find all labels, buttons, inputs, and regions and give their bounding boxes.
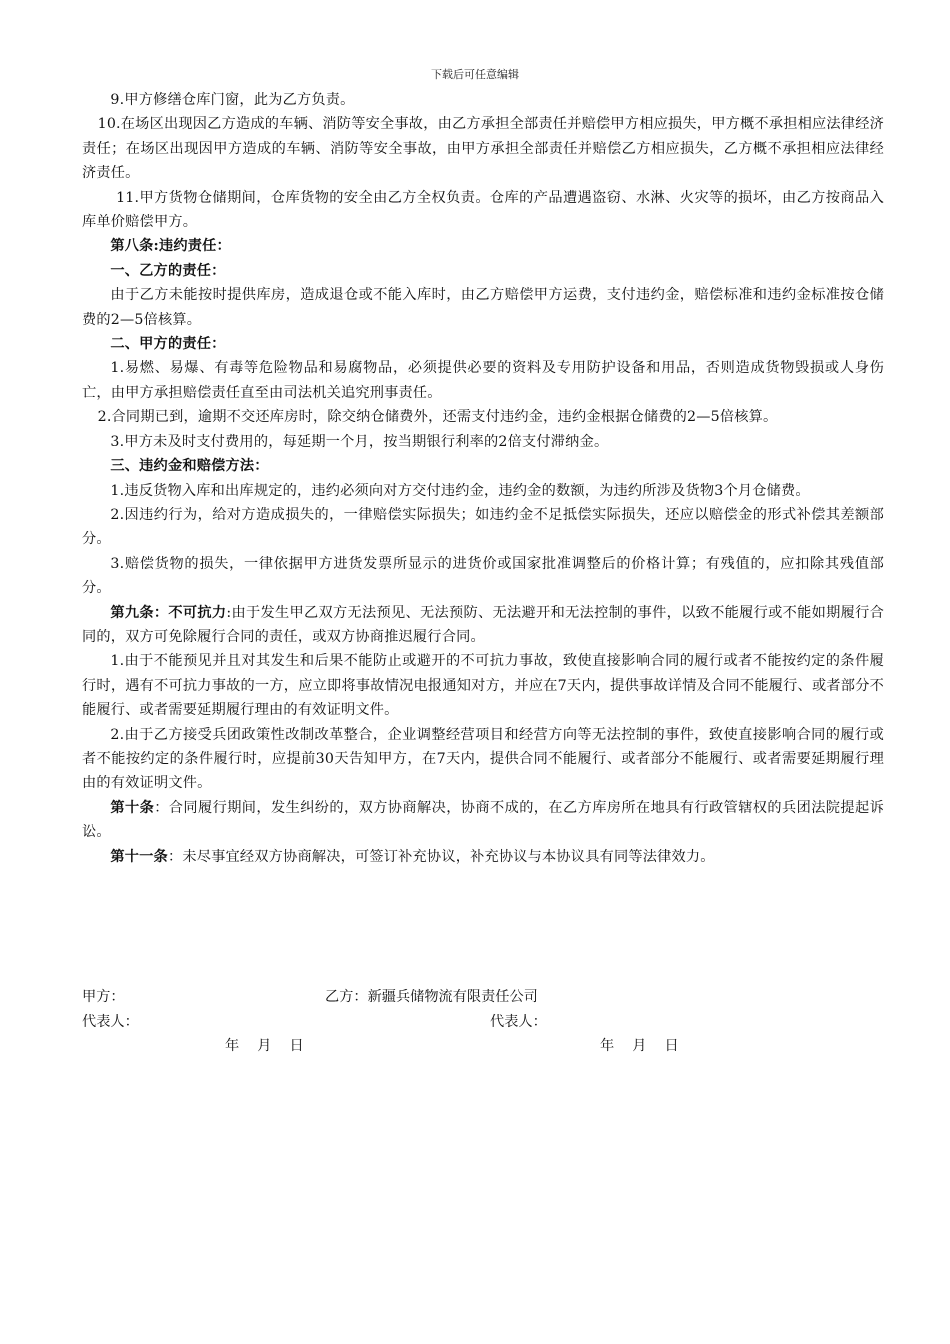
clause-paragraph: 1.由于不能预见并且对其发生和后果不能防止或避开的不可抗力事故，致使直接影响合同的履行或者不能按约定的条件履行时，遇有不可抗力事故的一方，应立即将事故情况电报通知对方，并应在7天内，提供事故详情及合同不能履行、或者部分不能履行、或者需要延期履行理由的有效证明文件。 (82, 653, 884, 719)
section-heading: 一、乙方的责任： (110, 262, 226, 279)
article-title: 第十一条 (110, 848, 168, 865)
date-b: 年 月 日 (600, 1038, 679, 1054)
page-header: 下载后可任意编辑 (431, 68, 519, 81)
rep-b-label: 代表人： (490, 1014, 547, 1030)
clause-paragraph: 2.由于乙方接受兵团政策性改制改革整合，企业调整经营项目和经营方向等无法控制的事件，致使直接影响合同的履行或者不能按约定的条件履行时，应提前30天告知甲方，在7天内，提供合同不能履行、或者部分不能履行、或者需要延期履行理由的有效证明文件。 (82, 726, 884, 792)
article-paragraph (82, 845, 884, 869)
clause-paragraph: 1.违反货物入库和出库规定的，违约必须向对方交付违约金，违约金的数额，为违约所涉及货物3个月仓储费。 (110, 482, 810, 499)
article-paragraph (82, 601, 884, 650)
clause-paragraph: 1.易燃、易爆、有毒等危险物品和易腐物品，必须提供必要的资料及专用防护设备和用品，否则造成货物毁损或人身伤亡，由甲方承担赔偿责任直至由司法机关追究刑事责任。 (82, 360, 884, 401)
clause-paragraph: 2.因违约行为，给对方造成损失的，一律赔偿实际损失；如违约金不足抵偿实际损失，还应以赔偿金的形式补偿其差额部分。 (82, 506, 884, 548)
party-b-label: 乙方：新疆兵储物流有限责任公司 (325, 989, 538, 1005)
article-text: ：合同履行期间，发生纠纷的，双方协商解决，协商不成的，在乙方库房所在地具有行政管辖权的兵团法院提起诉讼。 (82, 799, 884, 841)
article-title: 第十条 (110, 799, 155, 816)
rep-a-label: 代表人： (82, 1014, 139, 1030)
clause-paragraph: 3.赔偿货物的损失，一律依据甲方进货发票所显示的进货价或国家批准调整后的价格计算；有残值的，应扣除其残值部分。 (82, 555, 884, 597)
article-paragraph (82, 796, 884, 845)
party-a-label: 甲方： (82, 989, 125, 1005)
section-heading: 三、违约金和赔偿方法： (110, 458, 269, 475)
contract-body (82, 88, 884, 869)
article-title: 第九条：不可抗力 (110, 604, 227, 621)
article-text: ：未尽事宜经双方协商解决，可签订补充协议，补充协议与本协议具有同等法律效力。 (167, 848, 715, 865)
clause-paragraph: 9.甲方修缮仓库门窗，此为乙方负责。 (110, 92, 355, 108)
clause-paragraph: 10.在场区出现因乙方造成的车辆、消防等安全事故，由乙方承担全部责任并赔偿甲方相应损失，甲方概不承担相应法律经济责任；在场区出现因甲方造成的车辆、消防等安全事故，由甲方承担全部责任并赔偿乙方相应损失，乙方概不承担相应法律经济责任。 (82, 116, 884, 182)
clause-paragraph: 2.合同期已到，逾期不交还库房时，除交纳仓储费外，还需支付违约金，违约金根据仓储费的2—5倍核算。 (97, 409, 778, 426)
section-heading: 二、甲方的责任： (110, 336, 226, 353)
clause-paragraph: 由于乙方未能按时提供库房，造成退仓或不能入库时，由乙方赔偿甲方运费，支付违约金，赔偿标准和违约金标准按仓储费的2—5倍核算。 (82, 287, 884, 328)
clause-paragraph: 3.甲方未及时支付费用的，每延期一个月，按当期银行利率的2倍支付滞纳金。 (110, 433, 609, 450)
article-text: :由于发生甲乙双方无法预见、无法预防、无法避开和无法控制的事件，以致不能履行或不能如期履行合同的，双方可免除履行合同的责任，或双方协商推迟履行合同。 (82, 604, 885, 645)
section-heading: 第八条:违约责任： (110, 238, 231, 255)
date-a: 年 月 日 (225, 1038, 304, 1054)
clause-paragraph: 11.甲方货物仓储期间，仓库货物的安全由乙方全权负责。仓库的产品遭遇盗窃、水淋、火灾等的损坏，由乙方按商品入库单价赔偿甲方。 (82, 189, 884, 231)
